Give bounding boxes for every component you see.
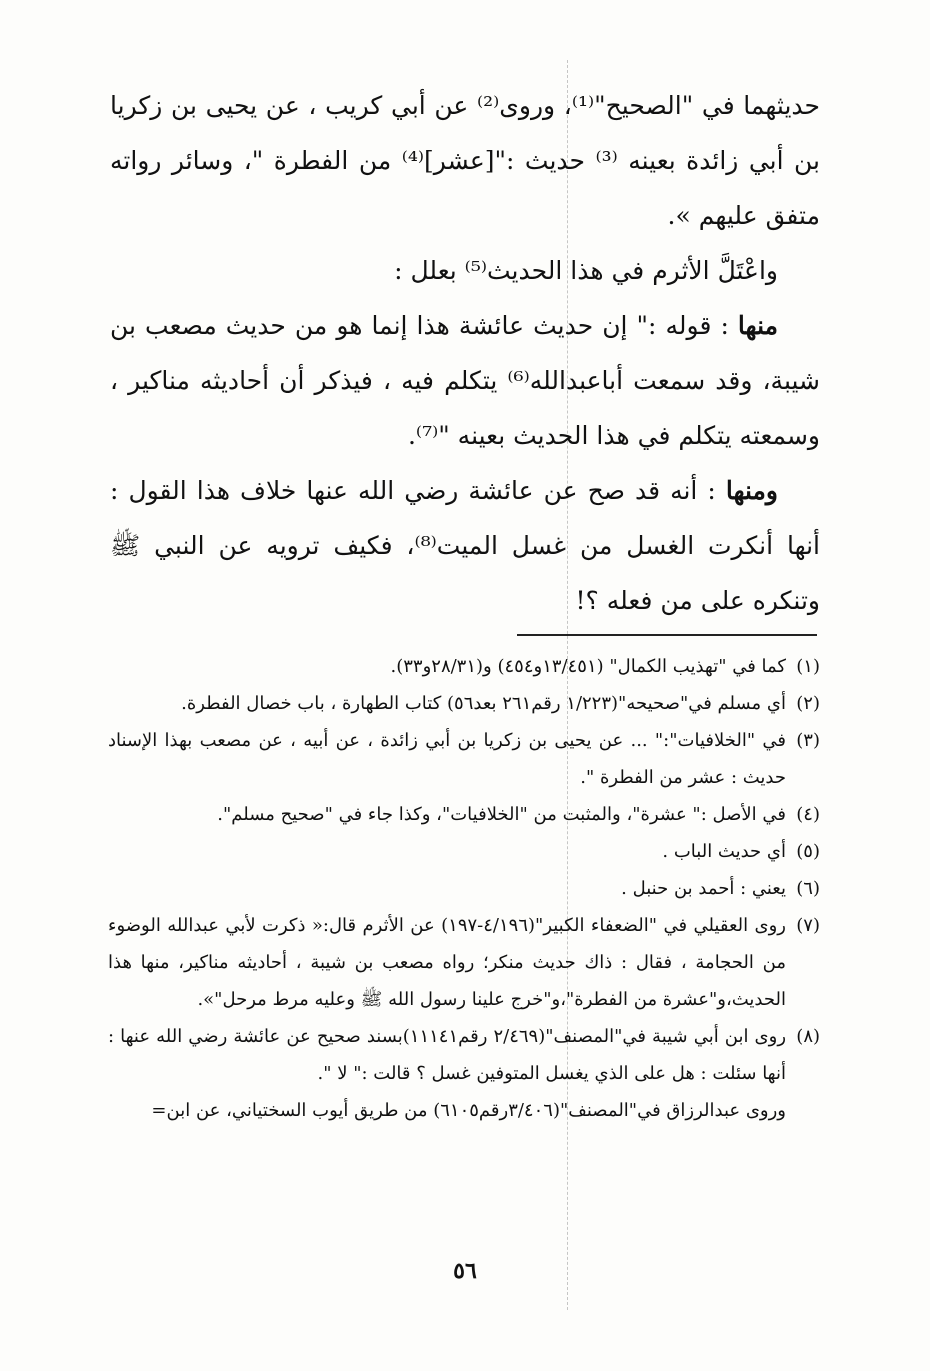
footnote-8 <box>108 1018 820 1092</box>
footnote-number: (١) <box>796 656 820 677</box>
paragraph-3-keyword: منها <box>737 311 778 340</box>
main-body-text <box>110 78 820 628</box>
footnote-text: في "الخلافيات":" ... عن يحيى بن زكريا بن أبي زائدة ، عن أبيه ، عن مصعب بهذا الإسناد حديث : عشر من الفطرة ". <box>108 730 786 788</box>
footnote-number: (٤) <box>796 804 820 825</box>
footnote-number: (٧) <box>796 915 820 936</box>
footnote-7 <box>108 907 820 1018</box>
footnote-text: أي مسلم في"صحيحه"(١/٢٢٣ رقم٢٦١ بعد٥٦) كتاب الطهارة ، باب خصال الفطرة. <box>181 693 786 714</box>
footnotes-section <box>108 648 820 1129</box>
paragraph-3-text: : قوله :" إن حديث عائشة هذا إنما هو من حديث مصعب بن شيبة، وقد سمعت أباعبدالله⁽⁶⁾ يتكلم فيه ، فيذكر أن أحاديثه مناكير ، وسمعته يتكلم في هذا الحديث بعينه "⁽⁷⁾. <box>110 311 820 450</box>
paragraph-4 <box>110 463 820 628</box>
footnote-text: روى ابن أبي شيبة في"المصنف"(٢/٤٦٩ رقم١١١٤١)بسند صحيح عن عائشة رضي الله عنها : أنها سئلت : هل على الذي يغسل المتوفين غسل ؟ قالت :" لا ". <box>108 1026 787 1084</box>
footnote-text: وروى عبدالرزاق في"المصنف"(٣/٤٠٦رقم٦١٠٥) من طريق أيوب السختياني، عن ابن= <box>151 1100 786 1121</box>
paragraph-2: واعْتَلَّ الأثرم في هذا الحديث⁽⁵⁾ بعلل : <box>394 256 778 285</box>
footnote-5 <box>108 833 820 870</box>
paragraph-3 <box>110 298 820 463</box>
footnote-number: (٢) <box>796 693 820 714</box>
footnote-separator <box>517 634 817 636</box>
footnote-3 <box>108 722 820 796</box>
footnote-text: في الأصل :" عشرة"، والمثبت من "الخلافيات"، وكذا جاء في "صحيح مسلم". <box>217 804 786 825</box>
footnote-text: أي حديث الباب . <box>662 841 786 862</box>
footnote-text: يعني : أحمد بن حنبل . <box>621 878 786 899</box>
paragraph-1: حديثهما في "الصحيح"⁽¹⁾، وروى⁽²⁾ عن أبي كريب ، عن يحيى بن زكريا بن أبي زائدة بعينه ⁽³⁾ حديث :"[عشر]⁽⁴⁾ من الفطرة "، وسائر رواته متفق عليهم ». <box>110 91 821 230</box>
footnote-2 <box>108 685 820 722</box>
footnote-number: (٦) <box>796 878 820 899</box>
footnote-1 <box>108 648 820 685</box>
footnote-8-continued <box>108 1092 820 1129</box>
footnote-text: روى العقيلي في "الضعفاء الكبير"(٤/١٩٦-١٩٧) عن الأثرم قال:« ذكرت لأبي عبدالله الوضوء من الحجامة ، فقال : ذاك حديث منكر؛ رواه مصعب بن شيبة ، أحاديثه مناكير، منها هذا الحديث،و"عشرة من الفطرة"،و"خرج علينا رسول الله ﷺ وعليه مرط مرحل"». <box>108 915 786 1010</box>
footnote-6 <box>108 870 820 907</box>
paragraph-4-text: : أنه قد صح عن عائشة رضي الله عنها خلاف هذا القول : أنها أنكرت الغسل من غسل الميت⁽⁸⁾، فكيف ترويه عن النبي ﷺ وتنكره على من فعله ؟! <box>110 476 820 615</box>
paragraph-4-keyword: ومنها <box>725 476 778 505</box>
footnote-number: (٨) <box>796 1026 821 1047</box>
footnote-text: كما في "تهذيب الكمال" (١٣/٤٥١و٤٥٤) و(٢٨/٣١و٣٣). <box>390 656 786 677</box>
footnote-number: (٥) <box>796 841 820 862</box>
page-number: ٥٦ <box>453 1258 477 1284</box>
footnote-number: (٣) <box>796 730 820 751</box>
footnote-4 <box>108 796 820 833</box>
